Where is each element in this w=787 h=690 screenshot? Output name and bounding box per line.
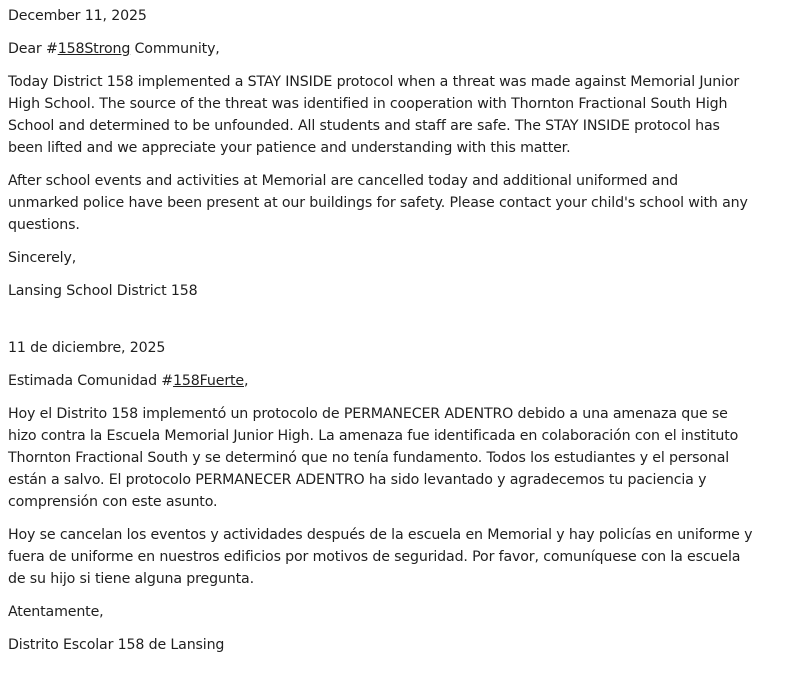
text-line: After school events and activities at Memorial are cancelled today and additional uniformed and (8, 173, 679, 189)
date-en: December 11, 2025 (8, 8, 147, 24)
greeting-suffix: , (244, 373, 249, 389)
text-line: Today District 158 implemented a STAY INSIDE protocol when a threat was made against Memorial Junior (8, 74, 740, 90)
text-line: comprensión con este asunto. (8, 494, 218, 510)
closing-es: Atentamente, (8, 604, 104, 620)
greeting-en (8, 38, 787, 60)
hashtag-link-158fuerte[interactable]: 158Fuerte (173, 373, 244, 389)
date-es: 11 de diciembre, 2025 (8, 340, 166, 356)
text-line: Hoy el Distrito 158 implementó un protocolo de PERMANECER ADENTRO debido a una amenaza que se (8, 406, 728, 422)
text-line: questions. (8, 217, 80, 233)
paragraph-en-1 (8, 71, 787, 159)
text-line: fuera de uniforme en nuestros edificios por motivos de seguridad. Por favor, comuníquese con la escuela (8, 549, 741, 565)
text-line: Thornton Fractional South y se determinó que no tenía fundamento. Todos los estudiantes y el personal (8, 450, 730, 466)
signature-en: Lansing School District 158 (8, 283, 198, 299)
greeting-suffix: Community, (130, 41, 220, 57)
greeting-es (8, 370, 787, 392)
text-line: unmarked police have been present at our buildings for safety. Please contact your child's school with any (8, 195, 748, 211)
text-line: Hoy se cancelan los eventos y actividades después de la escuela en Memorial y hay policías en uniforme y (8, 527, 753, 543)
text-line: de su hijo si tiene alguna pregunta. (8, 571, 254, 587)
hashtag-link-158strong[interactable]: 158Strong (57, 41, 131, 57)
text-line: High School. The source of the threat was identified in cooperation with Thornton Fractional South High (8, 96, 728, 112)
greeting-prefix: Estimada Comunidad # (8, 373, 174, 389)
text-line: School and determined to be unfounded. All students and staff are safe. The STAY INSIDE protocol has (8, 118, 720, 134)
paragraph-es-2 (8, 524, 787, 590)
text-line: hizo contra la Escuela Memorial Junior High. La amenaza fue identificada en colaboración con el instituto (8, 428, 739, 444)
text-line: están a salvo. El protocolo PERMANECER ADENTRO ha sido levantado y agradecemos tu paciencia y (8, 472, 707, 488)
paragraph-es-1 (8, 403, 787, 513)
closing-en: Sincerely, (8, 250, 77, 266)
greeting-prefix: Dear # (8, 41, 58, 57)
signature-es: Distrito Escolar 158 de Lansing (8, 637, 225, 653)
paragraph-en-2 (8, 170, 787, 236)
text-line: been lifted and we appreciate your patience and understanding with this matter. (8, 140, 571, 156)
